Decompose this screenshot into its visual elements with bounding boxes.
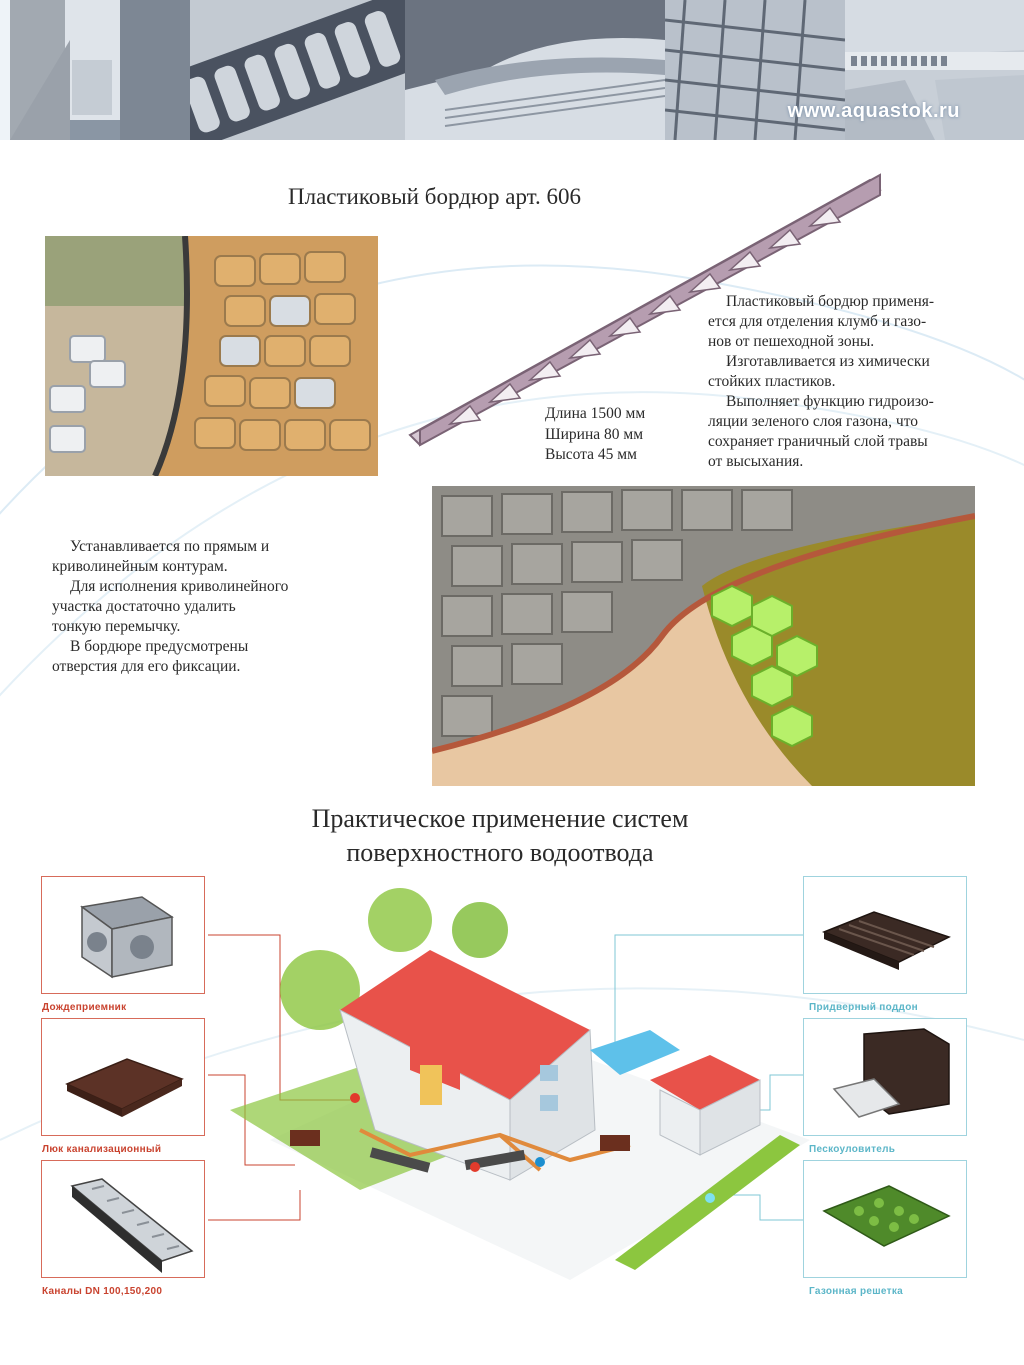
sewer-hatch-image bbox=[42, 1019, 204, 1135]
desc-line-2: ется для отделения клумб и газо- bbox=[708, 313, 927, 330]
product-card-sand-trap[interactable] bbox=[803, 1018, 967, 1136]
desc-line-8: сохраняет граничный слой травы bbox=[708, 433, 928, 450]
border-specs bbox=[545, 404, 645, 466]
label-sewer-hatch: Люк канализационный bbox=[42, 1144, 162, 1155]
label-rain-inlet: Дождеприемник bbox=[42, 1002, 127, 1013]
lawn-grid-image bbox=[804, 1161, 966, 1277]
product-card-channels[interactable] bbox=[41, 1160, 205, 1278]
label-sand-trap: Пескоуловитель bbox=[809, 1144, 896, 1155]
border-section-title: Пластиковый бордюр арт. 606 bbox=[288, 184, 582, 209]
install-line-3: Для исполнения криволинейного bbox=[70, 578, 289, 595]
top-banner bbox=[0, 0, 1024, 140]
install-description bbox=[52, 537, 342, 677]
desc-line-3: нов от пешеходной зоны. bbox=[708, 333, 875, 350]
desc-line-7: ляции зеленого слоя газона, что bbox=[708, 413, 919, 430]
install-line-5: тонкую перемычку. bbox=[52, 618, 181, 635]
install-line-4: участка достаточно удалить bbox=[52, 598, 236, 615]
website-url[interactable]: www.aquastok.ru bbox=[787, 100, 960, 122]
practice-title-line-2: поверхностного водоотвода bbox=[346, 838, 654, 867]
border-installation-illustration bbox=[432, 486, 975, 786]
label-door-tray: Придверный поддон bbox=[809, 1002, 918, 1013]
product-card-sewer-hatch[interactable] bbox=[41, 1018, 205, 1136]
paving-border-photo bbox=[45, 236, 378, 476]
sand-trap-image bbox=[804, 1019, 966, 1135]
banner-photo-channel bbox=[10, 0, 190, 140]
spec-height: Высота 45 мм bbox=[545, 446, 637, 463]
install-line-7: отверстия для его фиксации. bbox=[52, 658, 241, 675]
label-lawn-grid: Газонная решетка bbox=[809, 1286, 904, 1297]
rain-inlet-image bbox=[42, 877, 204, 993]
product-card-lawn-grid[interactable] bbox=[803, 1160, 967, 1278]
desc-line-5: стойких пластиков. bbox=[708, 373, 836, 390]
door-tray-image bbox=[804, 877, 966, 993]
border-description bbox=[708, 292, 980, 472]
install-line-1: Устанавливается по прямым и bbox=[70, 538, 270, 555]
product-card-door-tray[interactable] bbox=[803, 876, 967, 994]
practice-title-line-1: Практическое применение систем bbox=[311, 804, 689, 833]
desc-line-6: Выполняет функцию гидроизо- bbox=[726, 393, 934, 410]
house-drainage-scene bbox=[210, 880, 810, 1300]
desc-line-9: от высыхания. bbox=[708, 453, 804, 470]
spec-length: Длина 1500 мм bbox=[545, 405, 646, 422]
product-card-rain-inlet[interactable] bbox=[41, 876, 205, 994]
channel-image bbox=[42, 1161, 204, 1277]
desc-line-4: Изготавливается из химически bbox=[726, 353, 930, 370]
label-channels: Каналы DN 100,150,200 bbox=[42, 1286, 163, 1297]
banner-photo-tire bbox=[405, 0, 665, 140]
install-line-6: В бордюре предусмотрены bbox=[70, 638, 249, 655]
banner-photo-grate bbox=[190, 0, 405, 140]
desc-line-1: Пластиковый бордюр применя- bbox=[726, 293, 935, 310]
spec-width: Ширина 80 мм bbox=[545, 425, 644, 443]
install-line-2: криволинейным контурам. bbox=[52, 558, 228, 575]
